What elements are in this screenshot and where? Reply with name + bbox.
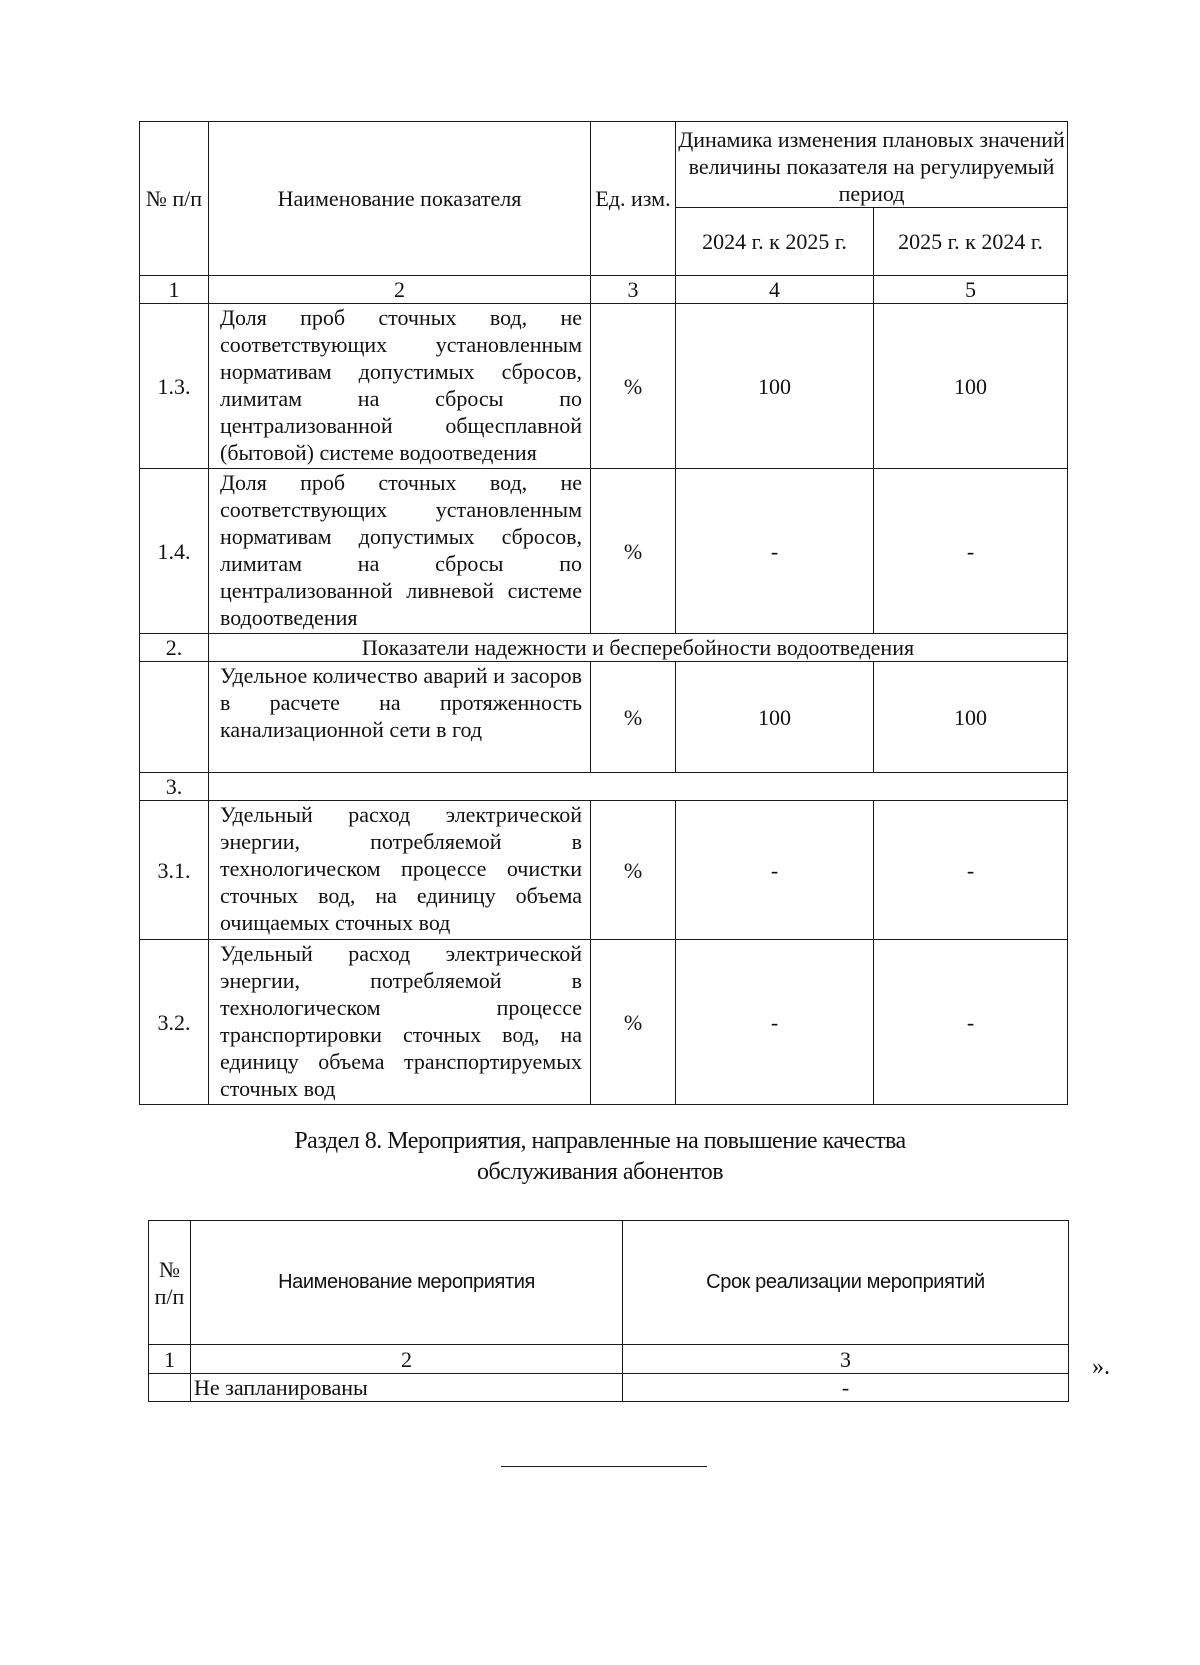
- section-title-energy: [209, 773, 1068, 801]
- closing-quote: ».: [1092, 1354, 1110, 1380]
- row-name: Удельный расход электрической энергии, потребляемой в технологическом процессе очистки сточных вод, на единицу объема очищаемых сточных вод: [209, 801, 591, 940]
- header-measure-name: Наименование мероприятия: [191, 1221, 623, 1345]
- row-value-2025-2024: -: [874, 469, 1068, 634]
- row-term: -: [623, 1374, 1069, 1402]
- header-name: Наименование показателя: [209, 122, 591, 276]
- row-value-2024-2025: -: [676, 469, 874, 634]
- row-value-2025-2024: -: [874, 801, 1068, 940]
- header-num: № п/п: [149, 1221, 191, 1345]
- header-unit: Ед. изм.: [591, 122, 676, 276]
- measures-table: [148, 1220, 1069, 1402]
- table-row: [140, 801, 1068, 940]
- row-name: Удельный расход электрической энергии, потребляемой в технологическом процессе транспортировки сточных вод, на единицу объема транспортируемых сточных вод: [209, 940, 591, 1105]
- row-name: Удельное количество аварий и засоров в расчете на протяженность канализационной сети в год: [209, 662, 591, 773]
- section-8-title-line-2: обслуживания абонентов: [476, 1159, 724, 1185]
- footer-divider: [501, 1466, 707, 1467]
- row-num: 3.2.: [140, 940, 209, 1105]
- row-num: 1.3.: [140, 304, 209, 469]
- table-row: [140, 662, 1068, 773]
- row-measure-name: Не запланированы: [191, 1374, 623, 1402]
- column-number-3: 3: [623, 1345, 1069, 1374]
- row-unit: %: [591, 940, 676, 1105]
- row-value-2025-2024: 100: [874, 662, 1068, 773]
- section-title-reliability: Показатели надежности и бесперебойности водоотведения: [209, 634, 1068, 662]
- row-value-2024-2025: 100: [676, 304, 874, 469]
- header-period-2024-2025: 2024 г. к 2025 г.: [676, 208, 874, 276]
- row-value-2024-2025: -: [676, 940, 874, 1105]
- header-num: № п/п: [140, 122, 209, 276]
- row-value-2024-2025: -: [676, 801, 874, 940]
- row-value-2025-2024: 100: [874, 304, 1068, 469]
- row-unit: %: [591, 801, 676, 940]
- table-row: [140, 940, 1068, 1105]
- row-num: [149, 1374, 191, 1402]
- row-name: Доля проб сточных вод, не соответствующих установленным нормативам допустимых сбросов, лимитам на сбросы по централизованной ливневой системе водоотведения: [209, 469, 591, 634]
- column-number-1: 1: [140, 276, 209, 304]
- row-unit: %: [591, 469, 676, 634]
- section-row: [140, 634, 1068, 662]
- column-number-5: 5: [874, 276, 1068, 304]
- row-num: 3.1.: [140, 801, 209, 940]
- table-row: [140, 469, 1068, 634]
- header-period-2025-2024: 2025 г. к 2024 г.: [874, 208, 1068, 276]
- table-row: [140, 304, 1068, 469]
- row-value-2025-2024: -: [874, 940, 1068, 1105]
- table-row: [149, 1374, 1069, 1402]
- column-number-4: 4: [676, 276, 874, 304]
- column-number-1: 1: [149, 1345, 191, 1374]
- column-number-3: 3: [591, 276, 676, 304]
- row-num: 2.: [140, 634, 209, 662]
- row-name: Доля проб сточных вод, не соответствующих установленным нормативам допустимых сбросов, лимитам на сбросы по централизованной общесплавной (бытовой) системе водоотведения: [209, 304, 591, 469]
- section-8-title-line-1: Раздел 8. Мероприятия, направленные на повышение качества: [294, 1128, 906, 1154]
- column-number-2: 2: [191, 1345, 623, 1374]
- column-number-2: 2: [209, 276, 591, 304]
- header-term: Срок реализации мероприятий: [623, 1221, 1069, 1345]
- section-row: [140, 773, 1068, 801]
- row-unit: %: [591, 662, 676, 773]
- header-dynamics: Динамика изменения плановых значений величины показателя на регулируемый период: [676, 122, 1068, 208]
- row-num: [140, 662, 209, 773]
- indicators-table: [139, 121, 1068, 1105]
- row-value-2024-2025: 100: [676, 662, 874, 773]
- row-unit: %: [591, 304, 676, 469]
- row-num: 1.4.: [140, 469, 209, 634]
- section-8-title: [0, 1126, 1200, 1188]
- row-num: 3.: [140, 773, 209, 801]
